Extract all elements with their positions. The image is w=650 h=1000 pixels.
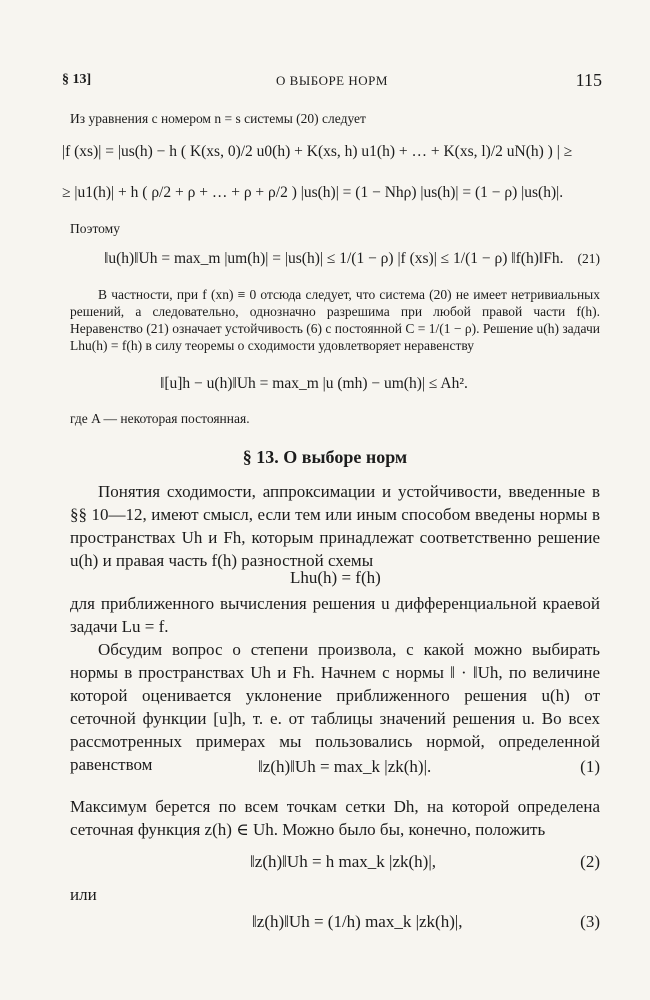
paragraph-concepts: Понятия сходимости, аппроксимации и устойчивости, введенные в §§ 10—12, имеют смысл, если тем или иным способом введены нормы в пространствах Uh и Fh, которым принадлежат соответственно решение u(h) и правая часть f(h) разностной схемы — [70, 482, 600, 570]
equation-2: ‖z(h)‖Uh = h max_k |zk(h)|, — [250, 852, 436, 871]
equation-1-number: (1) — [580, 757, 600, 776]
equation-21-number: (21) — [577, 251, 600, 266]
paragraph-particular-case: В частности, при f (xn) ≡ 0 отсюда следует, что система (20) не имеет нетривиальных решений, а следовательно, однозначно разрешима при любой правой части f(h). Неравенство (21) означает устойчивость (6) с постоянной C = 1/(1 − ρ). Решение u(h) задачи Lhu(h) = f(h) в силу теоремы о сходимости удовлетворяет неравенству — [70, 287, 600, 353]
page-number: 115 — [575, 70, 602, 90]
therefore-text: Поэтому — [70, 221, 120, 236]
equation-line-1: |f (xs)| = |us(h) − h ( K(xs, 0)/2 u0(h) + K(xs, h) u1(h) + … + K(xs, l)/2 uN(h) ) | ≥ — [62, 143, 573, 160]
equation-21: ‖u(h)‖Uh = max_m |um(h)| = |us(h)| ≤ 1/(1 − ρ) |f (xs)| ≤ 1/(1 − ρ) ‖f(h)‖Fh. — [104, 250, 564, 267]
running-header — [62, 70, 602, 92]
paragraph-approximation: для приближенного вычисления решения u дифференциальной краевой задачи Lu = f. — [70, 594, 600, 636]
section-title: § 13. О выборе норм — [242, 447, 408, 467]
constant-note: где A — некоторая постоянная. — [70, 411, 250, 426]
equation-difference-scheme: Lhu(h) = f(h) — [290, 568, 381, 587]
equation-convergence: ‖[u]h − u(h)‖Uh = max_m |u (mh) − um(h)| ≤ Ah². — [160, 375, 468, 392]
equation-3: ‖z(h)‖Uh = (1/h) max_k |zk(h)|, — [252, 912, 463, 931]
paragraph-norm-choice: Обсудим вопрос о степени произвола, с какой можно выбирать нормы в пространствах Uh и Fh. Начнем с нормы ‖ · ‖Uh, по величине которой оценивается уклонение приближенного решения u(h) от сеточной функции [u]h, т. е. от таблицы значений решения u. Во всех рассмотренных примерах мы пользовались нормой, определенной равенством — [70, 640, 600, 774]
equation-1: ‖z(h)‖Uh = max_k |zk(h)|. — [258, 757, 432, 776]
header-section-ref: § 13] — [62, 72, 92, 87]
equation-2-number: (2) — [580, 852, 600, 871]
equation-3-number: (3) — [580, 912, 600, 931]
or-word: или — [70, 885, 97, 904]
equation-line-2: ≥ |u1(h)| + h ( ρ/2 + ρ + … + ρ + ρ/2 ) |us(h)| = (1 − Nhρ) |us(h)| = (1 − ρ) |us(h)|. — [62, 184, 564, 201]
paragraph-maximum: Максимум берется по всем точкам сетки Dh, на которой определена сеточная функция z(h) ∈ Uh. Можно было бы, конечно, положить — [70, 797, 600, 839]
header-title: О ВЫБОРЕ НОРМ — [276, 73, 388, 88]
intro-line: Из уравнения с номером n = s системы (20) следует — [70, 111, 366, 126]
